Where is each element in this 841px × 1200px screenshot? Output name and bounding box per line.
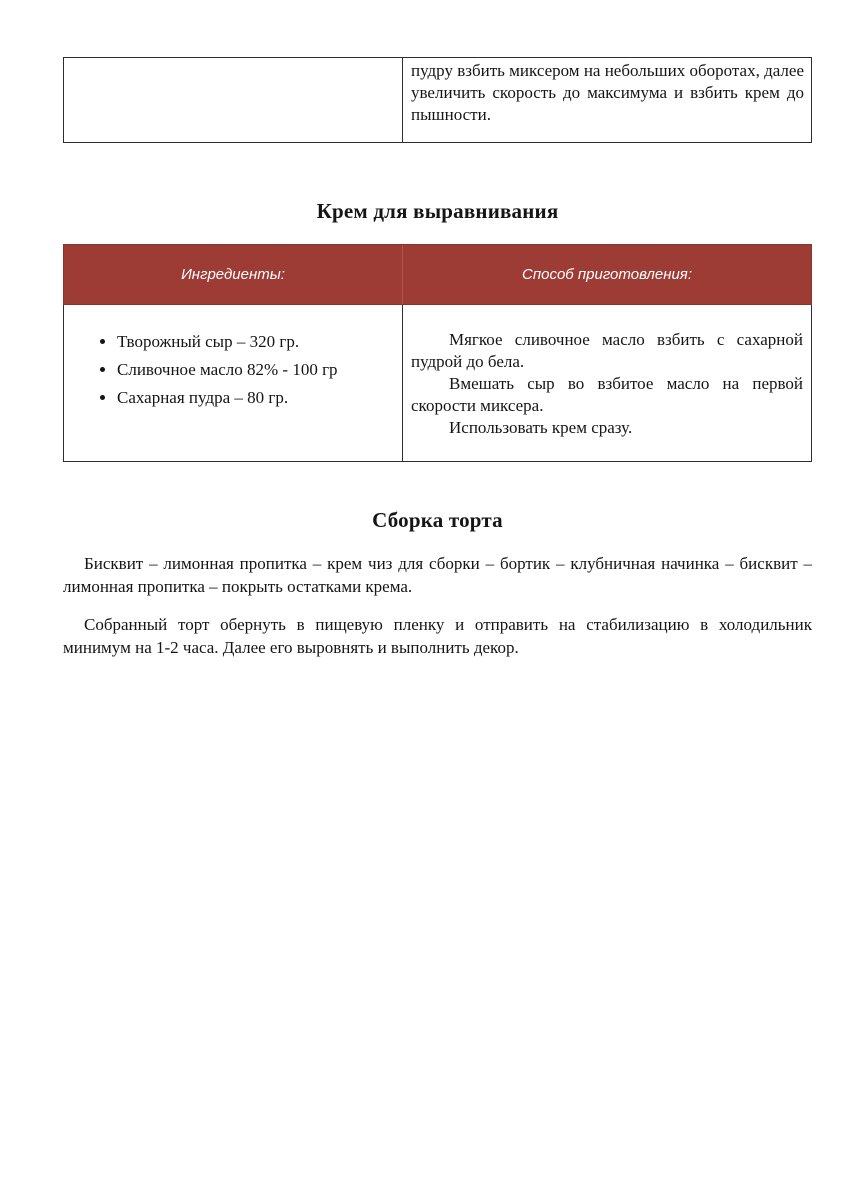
ingredient-item: • Сахарная пудра – 80 гр.	[117, 387, 394, 410]
ingredient-list	[72, 331, 394, 410]
recipe-table-body-row	[63, 305, 812, 462]
assembly-section-title: Сборка торта	[372, 508, 503, 532]
continuation-table-method-cell: пудру взбить миксером на небольших оборотах, далее увеличить скорость до максимума и взбить крем до пышности.	[411, 61, 804, 124]
cream-recipe-table	[63, 244, 812, 462]
recipe-table-header-row	[63, 244, 812, 305]
assembly-paragraph: Бисквит – лимонная пропитка – крем чиз для сборки – бортик – клубничная начинка – бисквит – лимонная пропитка – покрыть остатками крема.	[63, 554, 812, 597]
method-step: Мягкое сливочное масло взбить с сахарной пудрой до бела.	[411, 330, 803, 372]
method-step: Использовать крем сразу.	[449, 418, 633, 438]
assembly-paragraph: Собранный торт обернуть в пищевую пленку и отправить на стабилизацию в холодильник минимум на 1-2 часа. Далее его выровнять и выполнить декор.	[63, 614, 812, 658]
continuation-table	[63, 57, 812, 143]
method-column-header: Способ приготовления:	[522, 266, 692, 283]
ingredients-cell	[64, 305, 403, 461]
method-step: Вмешать сыр во взбитое масло на первой скорости миксера.	[411, 374, 803, 416]
ingredient-item: • Творожный сыр – 320 гр.	[117, 331, 394, 354]
method-cell	[403, 305, 811, 461]
ingredients-column-header: Ингредиенты:	[64, 245, 403, 304]
cream-section-title: Крем для выравнивания	[316, 199, 559, 223]
continuation-table-empty-cell	[64, 58, 403, 142]
document-content	[63, 57, 812, 660]
ingredient-item: • Сливочное масло 82% - 100 гр	[117, 359, 394, 382]
